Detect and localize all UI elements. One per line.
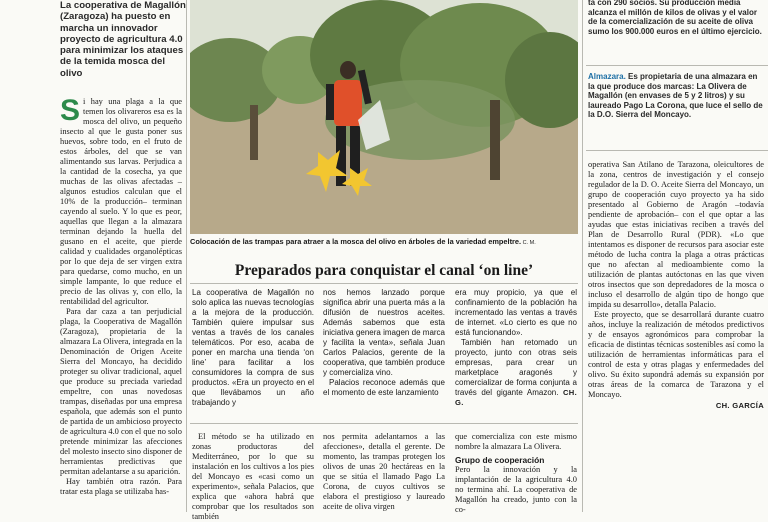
sidebar-facts: [588, 0, 764, 36]
sidestory-column-3: [455, 288, 577, 408]
sidestory-column-2: [323, 288, 445, 398]
column-rule: [582, 0, 583, 512]
caption-text: Colocación de las trampas para atraer a la mosca del olivo en árboles de la variedad empeltre.: [190, 237, 522, 246]
paragraph: Para dar caza a tan perjudicial plaga, la Cooperativa de Magallón (Zaragoza), propietaria de la almazara La Olivera, integrada en la Denominación de Origen Aceite Sierra del Moncayo, ha decidido proteger su olivar tradicional, aquel que produce su preciada variedad empeltre, con unas novedosas trampas, diseñadas por una empresa española, que además son el punto de partida de un ambicioso proyecto de agricultura 4.0 con el que no solo pretende minimizar las afecciones del molesto insecto sino disponer de herramientas predictivas que permitan adelantarse a su aparición.: [60, 307, 182, 476]
sidestory-headline: Preparados para conquistar el canal ‘on line’: [234, 262, 534, 279]
paragraph: Pero la innovación y la implantación de la agricultura 4.0 no termina ahí. La cooperativa de Magallón ha creado, junto con la co-: [455, 465, 577, 514]
paragraph: La cooperativa de Magallón no solo aplica las nuevas tecnologías a la mejora de la producción. También quiere impulsar sus ventas a través de los canales telemáticos. Por eso, acaba de poner en marcha una tienda ‘on line’ para facilitar a los consumidores la compra de sus productos. «Era un proyecto en el que llevábamos un año trabajando y: [192, 288, 314, 407]
main-column-4: [455, 432, 577, 515]
paragraph: El método se ha utilizado en zonas productoras del Mediterráneo, por lo que su instalación en los cultivos a los pies del Moncayo es «casi como un experimento», señala Palacios, que explica que «ahora habrá que comprobar que los resultados son también: [192, 432, 314, 521]
sidestory-bottom-rule: [190, 423, 578, 424]
sidebar-divider: [586, 65, 768, 66]
article-deck: [60, 0, 186, 79]
almazara-title: Almazara.: [588, 72, 626, 81]
sidestory-column-1: [192, 288, 314, 408]
headline-rule: [190, 283, 578, 284]
sidebar-almazara: [588, 72, 764, 120]
deck-text: La cooperativa de Magallón (Zaragoza) ha puesto en marcha un innovador proyecto de agricultura 4.0 para minimizar los ataques de la temida mosca del olivo: [60, 0, 186, 79]
paragraph: También han retomado un proyecto, junto con otras seis empresas, para crear un marketplace aragonés y comercializar de forma conjunta a través del gigante Amazon.: [455, 338, 577, 397]
paragraph: era muy propicio, ya que el confinamiento de la población ha incrementado las ventas a través de internet. «Lo cierto es que no está funcionando».: [455, 288, 577, 337]
dropcap: S: [60, 94, 81, 127]
sidebar-divider: [586, 150, 768, 151]
main-column-2: [192, 432, 314, 522]
main-column-3: [323, 432, 445, 512]
article-signature: CH. GARCÍA: [715, 401, 764, 410]
paragraph: i hay una plaga a la que temen los olivareros esa es la mosca del olivo, un pequeño insecto al que le gusta poner sus huevos, sobre todo, en el fruto de estos árboles, del que se van alimentando sus larvas. Perjudica a la cantidad de la cosecha, ya que muchas de las olivas afectadas –algunos estudios calculan que el 10% de la producción– terminan cayendo al suelo. Y lo que es peor, aquellas que llegan a la almazara terminan dejando la huella del gusano en el aceite, que pierde calidad y cualidades organolépticas por lo que deja de ser virgen extra para quedarse, como mucho, en un simple lampante, lo que reduce el precio de las olivas y, con ello, la rentabilidad del agricultor.: [60, 97, 182, 306]
main-column-5: [588, 160, 764, 411]
olive-grove-illustration: [190, 0, 578, 234]
almazara-text: Es propietaria de una almazara en la que produce dos marcas: La Olivera de Magallón (en envases de 5 y 2 litros) y su laureado Pago La Corona, que luce el sello de la D.O. Sierra del Moncayo.: [588, 72, 763, 120]
paragraph: nos hemos lanzado porque significa abrir una puerta más a la difusión de nuestros aceites. Además sabemos que esta iniciativa genera imagen de marca y facilita la venta», señala Juan Carlos Palacios, gerente de la cooperativa, que también produce y comercializa vino.: [323, 288, 445, 377]
sidebar-top-text: ta con 290 socios. Su producción media alcanza el millón de kilos de olivas y el valor de la comercialización de su aceite de oliva sumo los 900.000 euros en el último ejercicio.: [588, 0, 762, 36]
paragraph: Este proyecto, que se desarrollará durante cuatro años, incluye la realización de métodos predictivos y de ensayos agronómicos para comprobar la eficacia de distintas técnicas sostenibles así como la utilización de herramientas informáticas para el control de esta y otras plagas y enfermedades del olivo. Su éxito supondrá además su expansión por otras áreas de la comarca de Tarazona y el Moncayo.: [588, 310, 764, 399]
photo-caption: [190, 237, 578, 248]
paragraph: nos permita adelantarnos a las afecciones», detalla el gerente. De momento, las trampas protegen los olivos de unas 20 hectáreas en la que se sitúa el llamado Pago La Corona, de cuyos cultivos se elabora el prestigioso y laureado aceite de oliva virgen: [323, 432, 445, 511]
photo-credit: C. M.: [521, 240, 536, 246]
paragraph: que comercializa con este mismo nombre la almazara La Olivera.: [455, 432, 577, 451]
sidestory-signature: CH. G.: [455, 388, 577, 407]
paragraph: operativa San Atilano de Tarazona, oleicultores de la zona, centros de investigación y el consejo regulador de la D. O. Aceite Sierra del Moncayo, un grupo de cooperación cuyo proyecto ya ha sido presentado al Gobierno de Aragón –todavía pendiente de aprobación– con el que optar a las ayudas que estas iniciativas reciben a través del Plan de Desarrollo Rural (PDR). «Lo que intentamos es disponer de recursos para asociar este método de lucha contra la plaga a otras prácticas que no afectan al medioambiente como la utilización de plantas autóctonas en las que viven otros insectos que son depredadores de la mosca o incluso el desarrollo de algún tipo de hongo que impida su desarrollo», detalla Palacio.: [588, 160, 764, 309]
section-subhead: Grupo de cooperación: [455, 455, 545, 465]
main-column-1: [60, 94, 182, 497]
column-rule: [186, 0, 187, 512]
paragraph: Hay también otra razón. Para tratar esta plaga se utilizaba has-: [60, 477, 182, 496]
article-photo: [190, 0, 578, 234]
paragraph: Palacios reconoce además que el momento de este lanzamiento: [323, 378, 445, 397]
